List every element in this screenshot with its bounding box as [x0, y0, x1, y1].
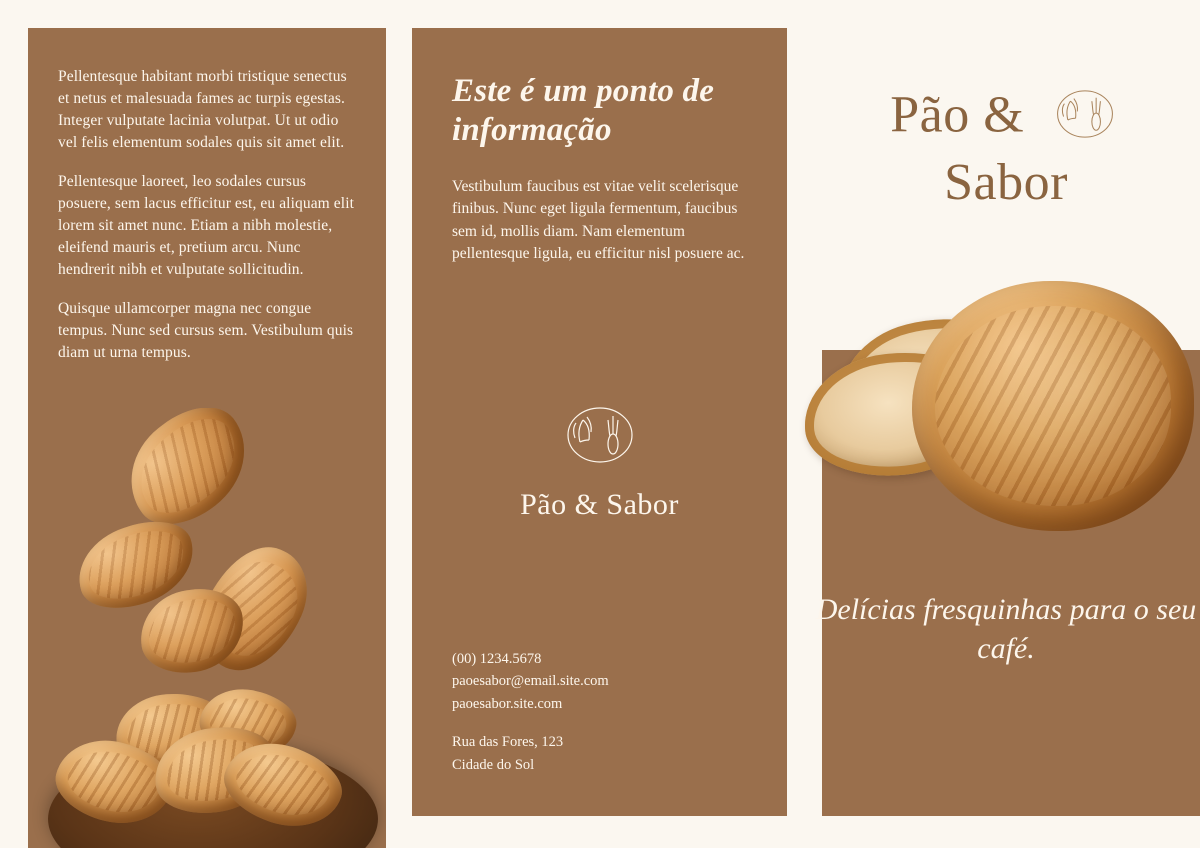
contact-website[interactable]: paoesabor.site.com [452, 695, 563, 712]
middle-title: Este é um ponto de informação [452, 73, 715, 148]
wheat-and-whisk-icon [1048, 84, 1122, 156]
cover-brand-text-1: Pão & [890, 86, 1025, 144]
left-paragraph-3: Quisque ullamcorper magna nec congue tempus. Nunc sed cursus sem. Vestibulum quis diam ut urna tempus. [58, 300, 354, 361]
cover-brand-line-2: Sabor [944, 153, 1068, 211]
middle-brand-name: Pão & Sabor [520, 488, 679, 521]
panel-left [28, 28, 386, 848]
left-paragraph-2: Pellentesque laoreet, leo sodales cursus posuere, sem lacus efficitur est, eu aliquam elit lorem sit amet nunc. Etiam a nibh molestie, eleifend mauris et, pretium arcu. Nunc hendrerit nibh et vulputate sollicitudin. [58, 173, 355, 278]
contact-address-line-1: Rua das Fores, 123 [452, 734, 564, 751]
cover-brand-title [812, 84, 1200, 210]
wheat-and-whisk-icon [412, 400, 787, 470]
left-paragraph-1: Pellentesque habitant morbi tristique senectus et netus et malesuada fames ac turpis egestas. Integer vulputate lacinia volutpat. Ut ut odio vel felis elementum sodales quis sit amet elit. [58, 68, 347, 151]
contact-address-line-2: Cidade do Sol [452, 756, 535, 773]
panel-middle [412, 28, 787, 816]
bread-loaf-shape [912, 281, 1194, 531]
croissant-shape [107, 408, 269, 544]
croissant-pile [28, 688, 386, 838]
middle-body-text: Vestibulum faucibus est vitae velit scelerisque finibus. Nunc eget ligula fermentum, faucibus sem id, mollis diam. Nam elementum pellentesque ligula, eu efficitur nisl posuere ac. [452, 177, 745, 263]
croissants-photo [28, 408, 386, 848]
panel-right-cover [812, 0, 1200, 848]
sliced-bread-loaf-photo [784, 275, 1200, 543]
contact-block [452, 648, 609, 776]
cover-tagline: Delícias fresquinhas para o seu café. [815, 593, 1197, 665]
left-text-block [28, 28, 386, 364]
middle-logo-block [412, 400, 787, 522]
contact-email[interactable]: paoesabor@email.site.com [452, 673, 609, 690]
cover-brand-line-1 [812, 84, 1200, 156]
contact-phone: (00) 1234.5678 [452, 650, 542, 667]
